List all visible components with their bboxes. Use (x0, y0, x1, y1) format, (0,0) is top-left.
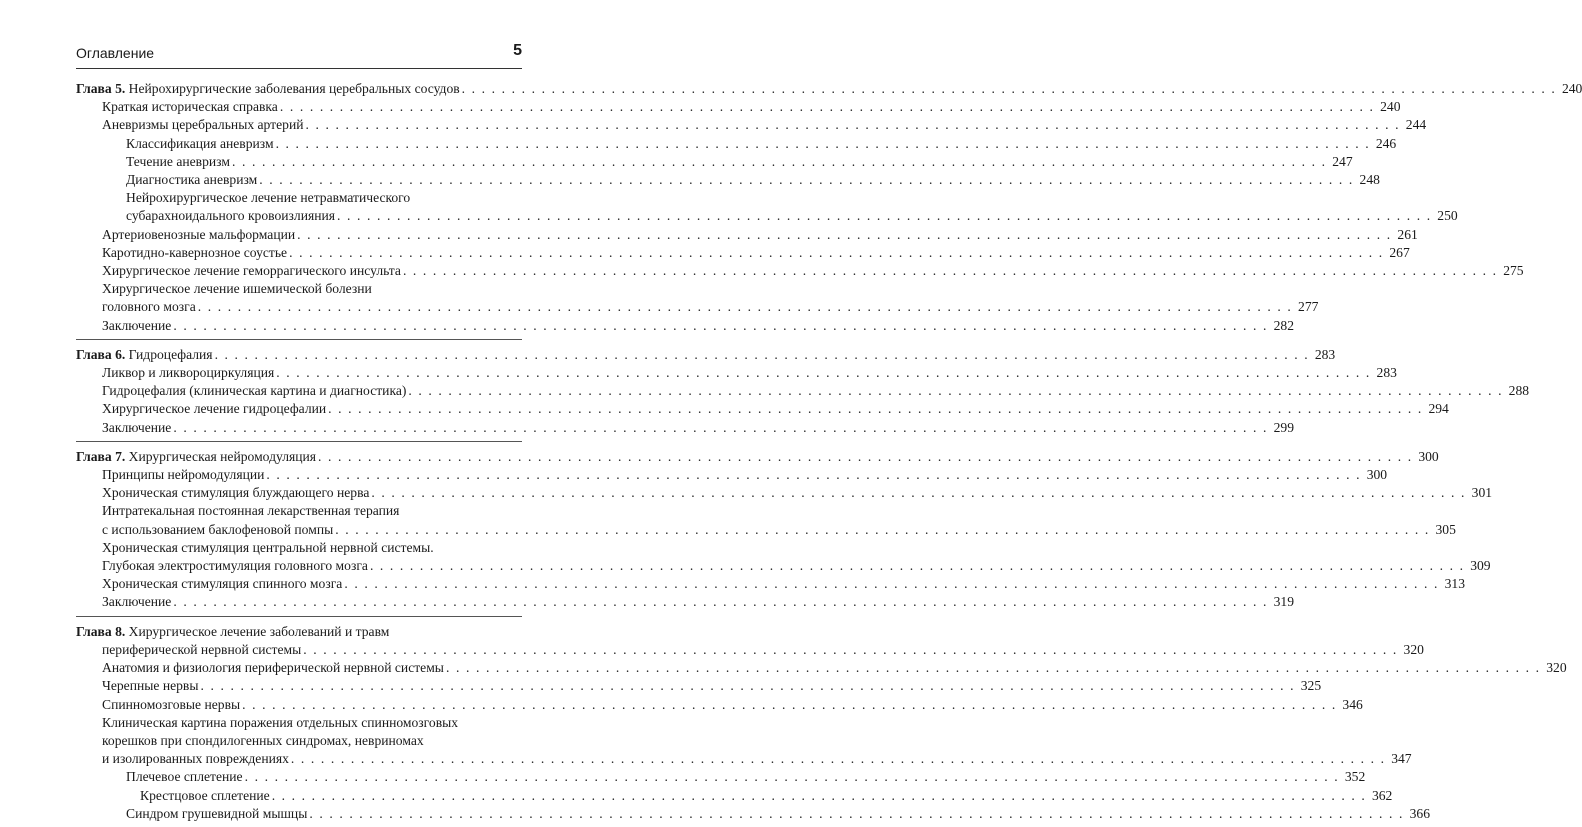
dot-leader (309, 805, 1404, 823)
dot-leader (408, 382, 1503, 400)
toc-entry-title (102, 116, 304, 134)
toc-page-number: 250 (1437, 208, 1458, 224)
toc-entry-text: Диагностика аневризм (126, 172, 258, 188)
toc-entry-title (102, 484, 369, 502)
toc-entry-text: Гидроцефалия (125, 346, 213, 362)
chapter-block (76, 441, 1493, 616)
toc-entry-text: Хроническая стимуляция центральной нервной системы. (102, 539, 434, 555)
toc-entry (76, 641, 1424, 659)
dot-leader (242, 696, 1337, 714)
dot-leader (446, 659, 1541, 677)
toc-entry-title (102, 382, 406, 400)
toc-page-number: 320 (1403, 641, 1424, 657)
toc-entry-text: Хирургическое лечение ишемической болезни (102, 281, 372, 297)
chapter-label: Глава 7. (76, 448, 126, 464)
toc-entry-text: Краткая историческая справка (102, 99, 278, 115)
toc-entry-text: Синдром грушевидной мышцы (126, 805, 308, 821)
toc-entry-text: и изолированных повреждениях (102, 751, 289, 767)
dot-leader (291, 750, 1386, 768)
page-number: 5 (513, 42, 522, 59)
toc-entry-title (102, 400, 326, 418)
toc-entry (76, 382, 1530, 400)
toc-entry-title (102, 539, 434, 557)
dot-leader (306, 116, 1401, 134)
toc-entry-title (102, 226, 295, 244)
toc-entry-title (102, 641, 301, 659)
toc-page-number: 282 (1273, 317, 1294, 333)
toc-entry-text: субарахноидального кровоизлияния (126, 208, 336, 224)
toc-entry-text: Хирургическое лечение заболеваний и травм (125, 623, 390, 639)
chapter-heading (76, 448, 1439, 466)
toc-entry (76, 280, 522, 298)
toc-entry (76, 502, 522, 520)
toc-page-number: 319 (1273, 594, 1294, 610)
dot-leader (173, 593, 1268, 611)
toc-entry (76, 659, 1567, 677)
toc-entry (76, 521, 1456, 539)
toc-entry-text: Течение аневризм (126, 153, 230, 169)
toc-entry-text: Гидроцефалия (клиническая картина и диагностика) (102, 383, 407, 399)
toc-entry (76, 298, 1319, 316)
toc-entry-text: Спинномозговые нервы (102, 696, 241, 712)
dot-leader (173, 419, 1268, 437)
toc-entry (76, 116, 1427, 134)
toc-entry (76, 189, 522, 207)
toc-page-number: 366 (1409, 805, 1430, 821)
toc-entry-text: Черепные нервы (102, 678, 199, 694)
toc-entry (76, 539, 522, 557)
toc-page-number: 309 (1470, 558, 1491, 574)
toc-entry-text: Нейрохирургическое лечение нетравматического (126, 190, 411, 206)
toc-entry (76, 696, 1363, 714)
dot-leader (344, 575, 1439, 593)
toc-entry-title (76, 623, 389, 641)
toc-entry-text: Заключение (102, 419, 172, 435)
toc-entry-text: Аневризмы церебральных артерий (102, 117, 304, 133)
dot-leader (318, 448, 1413, 466)
dot-leader (370, 557, 1465, 575)
dot-leader (289, 244, 1384, 262)
toc-entry-text: Нейрохирургические заболевания церебральных сосудов (125, 81, 460, 96)
toc-page-number: 301 (1471, 485, 1493, 501)
toc-entry (76, 98, 1401, 116)
dot-leader (297, 226, 1392, 244)
toc-entry (76, 364, 1397, 382)
toc-entry-text: Заключение (102, 594, 172, 610)
chapter-heading (76, 623, 522, 641)
section-title: Оглавление (76, 45, 155, 61)
toc-entry-text: с использованием баклофеновой помпы (102, 521, 334, 537)
chapter-label: Глава 6. (76, 346, 126, 362)
dot-leader (276, 135, 1371, 153)
dot-leader (173, 317, 1268, 335)
toc-entry-title (102, 298, 196, 316)
toc-entry (76, 714, 522, 732)
toc-page-number: 283 (1314, 346, 1336, 362)
toc-entry (76, 768, 1366, 786)
toc-entry-title (102, 750, 289, 768)
toc-entry-title (126, 153, 230, 171)
running-header (76, 42, 522, 64)
toc-page-number: 267 (1389, 244, 1410, 260)
toc-entry-text: Артериовенозные мальформации (102, 226, 296, 242)
toc-entry (76, 575, 1465, 593)
dot-leader (276, 364, 1371, 382)
dot-leader (280, 98, 1375, 116)
toc-entry-title (102, 714, 458, 732)
toc-page-number: 240 (1561, 81, 1582, 96)
toc-entry-title (76, 80, 460, 98)
toc-entry (76, 135, 1397, 153)
toc-entry-text: корешков при спондилогенных синдромах, невриномах (102, 732, 424, 748)
toc-entry-text: Хроническая стимуляция спинного мозга (102, 576, 343, 592)
toc-entry (76, 419, 1294, 437)
toc-entry-title (76, 346, 213, 364)
toc-page-number: 300 (1366, 467, 1388, 483)
toc-entry (76, 400, 1449, 418)
toc-entry (76, 262, 1524, 280)
dot-leader (245, 768, 1340, 786)
toc-page-number: 313 (1444, 576, 1465, 592)
toc-entry-text: Клиническая картина поражения отдельных спинномозговых (102, 714, 459, 730)
toc-entry-text: Ликвор и ликвороциркуляция (102, 365, 275, 381)
toc-page-number: 362 (1371, 787, 1393, 803)
dot-leader (371, 484, 1466, 502)
toc-entry (76, 244, 1410, 262)
toc-entry-title (102, 732, 424, 750)
toc-entry-title (140, 787, 270, 805)
toc-entry (76, 226, 1418, 244)
toc-entry-title (126, 171, 257, 189)
toc-entry-title (102, 659, 444, 677)
toc-entry-title (126, 135, 274, 153)
dot-leader (403, 262, 1498, 280)
toc-entry-title (126, 768, 243, 786)
toc-entry-title (102, 262, 401, 280)
toc-entry-title (126, 805, 307, 823)
chapter-block (76, 616, 1567, 827)
toc-entry-title (102, 317, 171, 335)
toc-entry (76, 466, 1388, 484)
toc-entry-text: Интратекальная постоянная лекарственная терапия (102, 503, 400, 519)
dot-leader (328, 400, 1423, 418)
chapter-block (76, 339, 1530, 441)
toc-entry-text: Принципы нейромодуляции (102, 467, 265, 483)
chapter-label: Глава 5. (76, 81, 126, 96)
toc-entry (76, 677, 1322, 695)
toc-entry (76, 732, 522, 750)
toc-page-number: 277 (1298, 299, 1319, 315)
toc-entry-title (76, 448, 316, 466)
toc-entry (76, 750, 1412, 768)
toc-entry-text: Хирургическое лечение геморрагического инсульта (102, 263, 401, 279)
chapter-heading (76, 80, 1582, 98)
toc-entry-title (102, 696, 240, 714)
toc-page-number: 347 (1391, 751, 1412, 767)
toc-page-number: 305 (1435, 521, 1456, 537)
toc-entry-title (102, 593, 171, 611)
dot-leader (335, 521, 1430, 539)
toc-entry-title (126, 207, 335, 225)
toc-entry-text: Классификация аневризм (126, 135, 274, 151)
toc-page-number: 261 (1397, 226, 1418, 242)
toc-page-number: 244 (1405, 117, 1427, 133)
toc-entry-text: головного мозга (102, 299, 196, 315)
toc-page-number: 346 (1342, 696, 1363, 712)
dot-leader (232, 153, 1327, 171)
toc-page-number: 246 (1375, 135, 1397, 151)
toc-entry (76, 171, 1380, 189)
toc-entry (76, 557, 1491, 575)
dot-leader (200, 677, 1295, 695)
toc-page-number: 248 (1359, 172, 1380, 188)
toc-page-number: 294 (1428, 401, 1449, 417)
toc-entry-title (102, 557, 368, 575)
toc-entry-text: Хирургическая нейромодуляция (125, 448, 317, 464)
toc-entry (76, 207, 1458, 225)
toc-entry (76, 317, 1294, 335)
toc-entry-text: Крестцовое сплетение (140, 787, 270, 803)
dot-leader (303, 641, 1398, 659)
toc-entry (76, 153, 1353, 171)
toc-entry-title (102, 466, 264, 484)
toc-entry-title (102, 677, 198, 695)
dot-leader (215, 346, 1310, 364)
toc-entry-title (102, 98, 278, 116)
toc-entry (76, 805, 1430, 823)
toc-entry-title (102, 280, 372, 298)
toc-page-number: 352 (1344, 769, 1366, 785)
toc-entry-text: Глубокая электростимуляция головного мозга (102, 558, 368, 574)
toc-page-number: 283 (1376, 365, 1397, 381)
toc-page-number: 299 (1273, 419, 1294, 435)
toc-entry-text: Анатомия и физиология периферической нервной системы (102, 660, 444, 676)
dot-leader (337, 207, 1432, 225)
toc-entry-title (102, 575, 342, 593)
toc-entry-title (126, 189, 410, 207)
toc-page-number: 247 (1332, 153, 1353, 169)
toc-entry-text: Хирургическое лечение гидроцефалии (102, 401, 327, 417)
toc-entry-text: Плечевое сплетение (126, 769, 243, 785)
toc-entry-text: Каротидно-кавернозное соустье (102, 244, 288, 260)
chapter-label: Глава 8. (76, 623, 126, 639)
toc-entry-title (102, 521, 333, 539)
dot-leader (266, 466, 1361, 484)
toc-entry-text: периферической нервной системы (102, 641, 302, 657)
toc-entry-text: Заключение (102, 317, 172, 333)
dot-leader (272, 787, 1367, 805)
toc-page-number: 300 (1418, 448, 1439, 464)
table-of-contents (76, 74, 1582, 827)
header-rule (76, 68, 522, 69)
toc-page-number: 240 (1380, 99, 1401, 115)
toc-entry-title (102, 364, 274, 382)
toc-entry (76, 484, 1493, 502)
toc-page-number: 325 (1300, 678, 1322, 694)
toc-page-number: 288 (1508, 383, 1530, 399)
dot-leader (259, 171, 1354, 189)
toc-entry-title (102, 419, 171, 437)
toc-entry (76, 787, 1393, 805)
toc-page-number: 275 (1503, 263, 1524, 279)
toc-page-number: 320 (1546, 660, 1567, 676)
toc-entry (76, 593, 1294, 611)
chapter-heading (76, 346, 1336, 364)
dot-leader (198, 298, 1293, 316)
dot-leader (462, 80, 1557, 98)
toc-entry-title (102, 502, 399, 520)
chapter-block (76, 74, 1582, 339)
toc-entry-text: Хроническая стимуляция блуждающего нерва (102, 485, 370, 501)
toc-entry-title (102, 244, 287, 262)
